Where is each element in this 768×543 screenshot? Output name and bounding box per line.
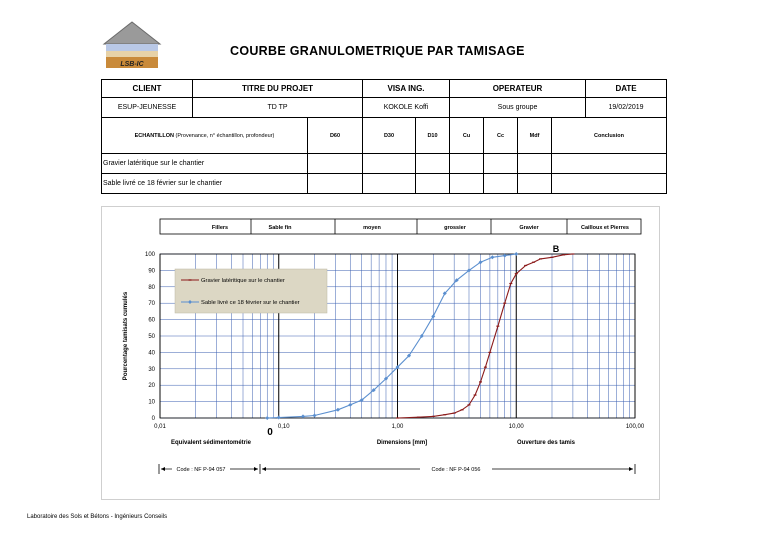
x-axis-label-right: Ouverture des tamis: [516, 440, 576, 446]
d60-header: D60: [308, 118, 363, 154]
operator-value: Sous groupe: [450, 98, 586, 118]
band-label: Cailloux et Pierres: [581, 225, 629, 231]
y-tick-label: 70: [148, 301, 155, 308]
chart-legend: [175, 269, 327, 313]
cc-header: Cc: [484, 118, 518, 154]
x-tick-label: 10,00: [508, 424, 524, 430]
data-point: [348, 403, 352, 407]
company-logo: [100, 20, 164, 70]
data-point: [312, 414, 316, 418]
y-tick-label: 0: [151, 416, 155, 422]
y-tick-label: 20: [148, 383, 155, 390]
y-tick-label: 100: [144, 252, 155, 258]
grading-curve-chart: [102, 207, 659, 499]
legend-label: Gravier latéritique sur le chantier: [201, 278, 285, 284]
band-label: Sable fin: [268, 225, 292, 231]
x-tick-label: 100,00: [625, 424, 645, 430]
table-cell: [484, 174, 518, 194]
date-value: 19/02/2019: [586, 98, 667, 118]
legend-box: [175, 269, 327, 313]
y-tick-label: 30: [148, 366, 155, 373]
table-cell: [363, 154, 416, 174]
y-tick-label: 10: [148, 399, 155, 406]
y-tick-label: 80: [148, 284, 155, 291]
client-value: ESUP-JEUNESSE: [102, 98, 193, 118]
x-tick-label: 1,00: [391, 424, 404, 430]
project-header: TITRE DU PROJET: [193, 80, 363, 98]
project-info-table: [101, 79, 667, 194]
sample-row-2-label: Sable livré ce 18 février sur le chantier: [102, 174, 308, 194]
table-cell: [308, 174, 363, 194]
band-label: Gravier: [519, 225, 539, 231]
table-cell: [552, 154, 667, 174]
client-header: CLIENT: [102, 80, 193, 98]
sample-row-1-label: Gravier latéritique sur le chantier: [102, 154, 308, 174]
project-value: TD TP: [193, 98, 363, 118]
class-band-header: [160, 219, 641, 234]
y-tick-label: 40: [148, 350, 155, 357]
arrow-head: [629, 467, 633, 471]
data-point: [265, 416, 269, 420]
arrow-head: [161, 467, 165, 471]
table-cell: [484, 154, 518, 174]
x-axis-ticks: [154, 424, 645, 430]
data-point: [514, 252, 518, 256]
y-tick-label: 60: [148, 317, 155, 324]
table-cell: [450, 174, 484, 194]
table-cell: [518, 174, 552, 194]
visa-value: KOKOLE Koffi: [363, 98, 450, 118]
conclusion-header: Conclusion: [552, 118, 667, 154]
x-axis-label-left: Equivalent sédimentométrie: [170, 440, 252, 446]
page-title: COURBE GRANULOMETRIQUE PAR TAMISAGE: [230, 44, 525, 58]
visa-header: VISA ING.: [363, 80, 450, 98]
y-tick-label: 90: [148, 268, 155, 275]
band-label: grossier: [444, 225, 466, 231]
d30-header: D30: [363, 118, 416, 154]
x-tick-label: 0,10: [277, 424, 290, 430]
data-point: [336, 408, 340, 412]
table-cell: [416, 154, 450, 174]
data-point: [490, 255, 494, 259]
table-cell: [363, 174, 416, 194]
mdf-header: Mdf: [518, 118, 552, 154]
logo-text: LSB-IC: [120, 61, 144, 68]
table-cell: [552, 174, 667, 194]
sample-header-bold: ECHANTILLON: [134, 132, 175, 139]
y-tick-label: 50: [148, 334, 155, 340]
table-cell: [450, 154, 484, 174]
d10-header: D10: [416, 118, 450, 154]
band-box: [160, 219, 641, 234]
annotation-b: B: [552, 244, 560, 254]
arrow-head: [254, 467, 258, 471]
cu-header: Cu: [450, 118, 484, 154]
date-header: DATE: [586, 80, 667, 98]
table-cell: [308, 154, 363, 174]
sample-header: [102, 118, 308, 154]
y-axis-ticks: [145, 252, 156, 422]
x-axis-label-center: Dimensions [mm]: [376, 440, 428, 446]
table-cell: [416, 174, 450, 194]
annotation-zero: 0: [267, 427, 273, 438]
code-right-label: Code : NF P-94 056: [431, 467, 481, 473]
code-left-label: Code : NF P-94 057: [176, 467, 226, 473]
footer-text: Laboratoire des Sols et Bétons - Ingénieurs Conseils: [27, 514, 168, 520]
chart-container: [101, 206, 660, 500]
sample-header-rest: (Provenance, n° échantillon, profondeur): [174, 132, 275, 139]
band-label: Fillers: [211, 225, 229, 231]
code-arrows: [159, 464, 635, 474]
band-label: moyen: [363, 225, 381, 231]
operator-header: OPERATEUR: [450, 80, 586, 98]
data-point: [277, 416, 281, 420]
legend-label: Sable livré ce 18 février sur le chantier: [201, 300, 300, 306]
arrow-head: [262, 467, 266, 471]
y-axis-label: Pourcentage tamisats cumulés: [123, 291, 129, 381]
x-tick-label: 0,01: [154, 424, 166, 430]
table-cell: [518, 154, 552, 174]
